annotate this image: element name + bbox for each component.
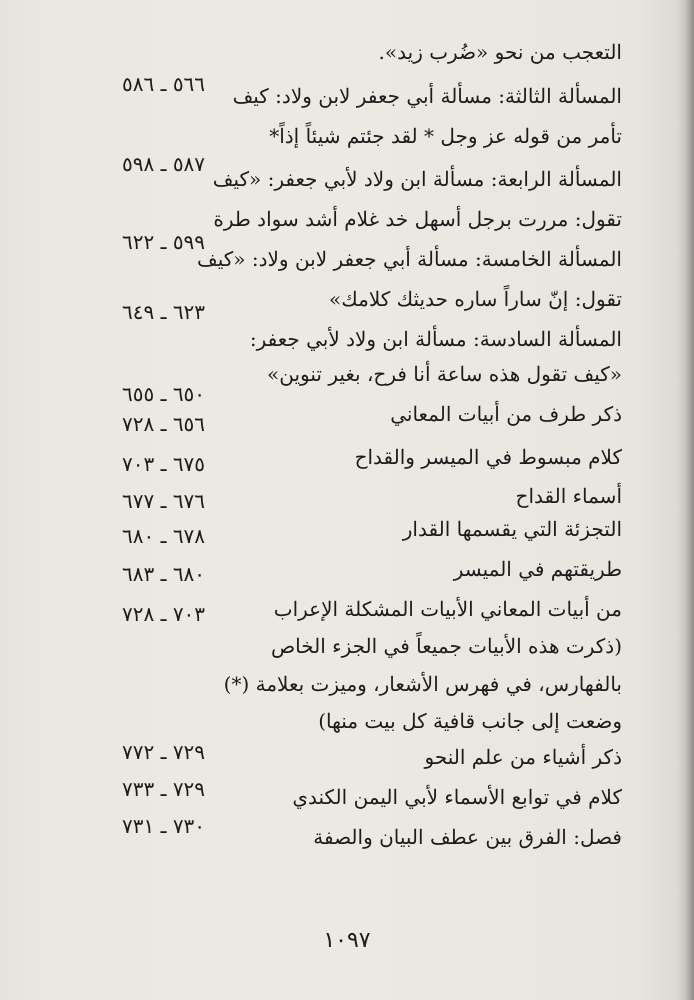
toc-line: تقول: مررت برجل أسهل خد غلام أشد سواد طرة xyxy=(213,207,622,231)
toc-line: المسألة الرابعة: مسألة ابن ولاد لأبي جعفر: «كيف xyxy=(212,167,622,191)
toc-line: بالفهارس، في فهرس الأشعار، وميزت بعلامة (*) xyxy=(223,672,622,696)
page-range: ٦٥٠ ـ ٦٥٥ xyxy=(122,382,206,406)
toc-line: المسألة الخامسة: مسألة أبي جعفر لابن ولاد: «كيف xyxy=(197,247,622,271)
page-range: ٦٧٦ ـ ٦٧٧ xyxy=(122,489,206,513)
spine-shadow xyxy=(676,0,694,1000)
page-range: ٦٧٨ ـ ٦٨٠ xyxy=(122,524,206,548)
toc-line: «كيف تقول هذه ساعة أنا فرح، بغير تنوين» xyxy=(267,362,622,386)
toc-line: تأمر من قوله عز وجل * لقد جئتم شيئاً إذاً* xyxy=(269,124,622,148)
toc-line: التجزئة التي يقسمها القدار xyxy=(402,517,622,541)
toc-line: فصل: الفرق بين عطف البيان والصفة xyxy=(313,825,622,849)
toc-line: تقول: إنّ ساراً ساره حديثك كلامك» xyxy=(329,287,622,311)
toc-line: التعجب من نحو «ضُرب زيد». xyxy=(378,40,622,64)
page-range: ٥٩٩ ـ ٦٢٢ xyxy=(122,230,206,254)
page-range: ٦٢٣ ـ ٦٤٩ xyxy=(122,300,206,324)
toc-line: من أبيات المعاني الأبيات المشكلة الإعراب xyxy=(273,597,622,621)
toc-line: المسألة السادسة: مسألة ابن ولاد لأبي جعفر: xyxy=(249,327,622,351)
page-range: ٦٧٥ ـ ٧٠٣ xyxy=(122,452,206,476)
toc-line: ذكر طرف من أبيات المعاني xyxy=(390,402,622,426)
page-range: ٧٣٠ ـ ٧٣١ xyxy=(122,814,206,838)
toc-line: كلام مبسوط في الميسر والقداح xyxy=(354,445,622,469)
page-range: ٧٢٩ ـ ٧٣٣ xyxy=(122,777,206,801)
page-range: ٥٦٦ ـ ٥٨٦ xyxy=(122,72,206,96)
toc-line: طريقتهم في الميسر xyxy=(453,557,622,581)
page-range: ٧٠٣ ـ ٧٢٨ xyxy=(122,602,206,626)
page-range: ٦٨٠ ـ ٦٨٣ xyxy=(122,562,206,586)
page-number: ١٠٩٧ xyxy=(323,928,371,953)
toc-line: أسماء القداح xyxy=(515,484,622,508)
page-range: ٧٢٩ ـ ٧٧٢ xyxy=(122,740,206,764)
toc-line: المسألة الثالثة: مسألة أبي جعفر لابن ولاد: كيف xyxy=(232,84,622,108)
toc-line: كلام في توابع الأسماء لأبي اليمن الكندي xyxy=(292,785,622,809)
toc-line: (ذكرت هذه الأبيات جميعاً في الجزء الخاص xyxy=(270,634,622,658)
page-range: ٦٥٦ ـ ٧٢٨ xyxy=(122,412,206,436)
toc-line: وضعت إلى جانب قافية كل بيت منها) xyxy=(318,709,622,733)
toc-line: ذكر أشياء من علم النحو xyxy=(424,745,622,769)
page-range: ٥٨٧ ـ ٥٩٨ xyxy=(122,152,206,176)
